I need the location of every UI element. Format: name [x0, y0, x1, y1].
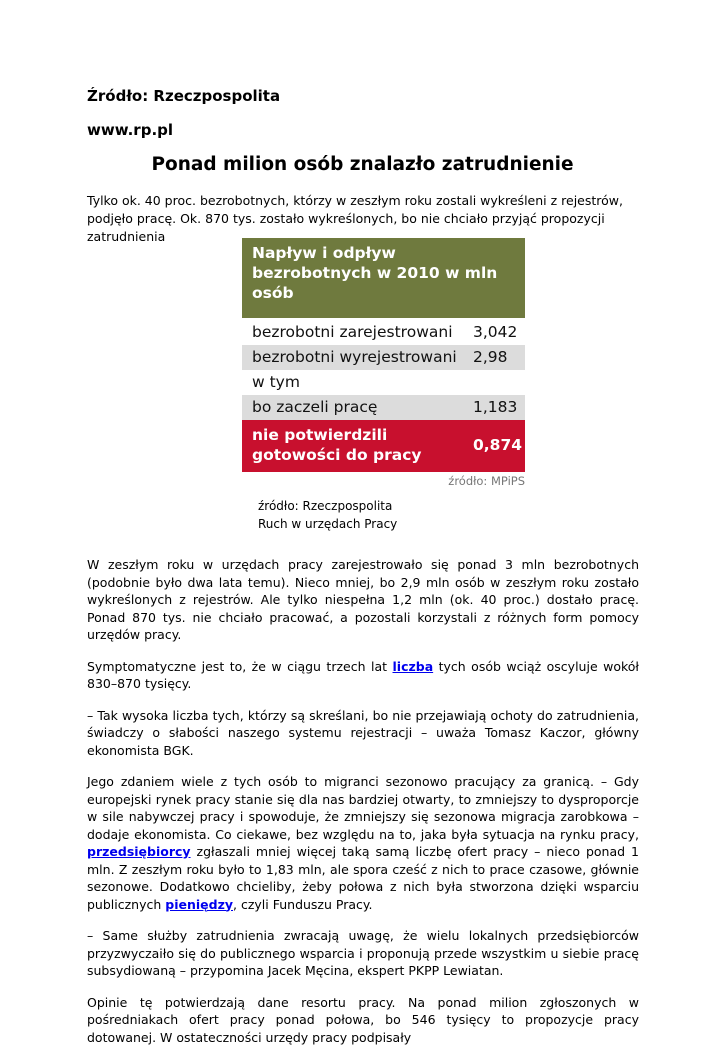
statistics-table — [242, 238, 525, 488]
source-line: Źródło: Rzeczpospolita — [87, 87, 281, 105]
caption-title: Ruch w urzędach Pracy — [258, 517, 398, 531]
paragraph-text: Jego zdaniem wiele z tych osób to migranci sezonowo pracujący za granicą. – Gdy europejski rynek pracy stanie się dla nas bardziej otwarty, to zmniejszy to dysproporcje w sile nabywczej pracy i spowoduje, że zmniejszy się sezonowa migracja zarobkowa – dodaje ekonomista. Co ciekawe, bez względu na to, jaka była sytuacja na rynku pracy, — [87, 774, 639, 842]
paragraph-text: tych osób wciąż oscyluje wokół 830–870 tysięcy. — [87, 658, 639, 691]
row-value: 2,98 — [473, 348, 508, 366]
table-row — [242, 395, 525, 420]
table-row — [242, 345, 525, 370]
image-caption — [258, 497, 397, 533]
row-value: 1,183 — [473, 398, 518, 416]
table-row — [242, 320, 525, 345]
article-title: Ponad milion osób znalazło zatrudnienie — [151, 154, 574, 175]
paragraph: – Tak wysoka liczba tych, którzy są skreślani, bo nie przejawiają ochoty do zatrudnienia, świadczy o słabości naszego systemu rejestracji – uważa Tomasz Kaczor, główny ekonomista BGK. — [87, 707, 639, 758]
row-label: bezrobotni zarejestrowani — [252, 323, 453, 341]
link-liczba[interactable]: liczba — [392, 658, 434, 674]
paragraph-text: zgłaszali mniej więcej taką samą liczbę ofert pracy – nieco ponad 1 mln. Z zeszłym roku było to 1,83 mln, ale spora cześć z nich to prace czasowe, głównie sezonowe. Dodatkowo chcieliby, żeby połowa z nich była stworzona dzięki wsparciu publicznych — [87, 844, 639, 912]
row-label: nie potwierdzili gotowości do pracy — [252, 426, 422, 464]
row-label: bo zaczeli pracę — [252, 398, 378, 416]
table-row-highlight — [242, 420, 525, 472]
source-url: www.rp.pl — [87, 121, 174, 139]
article-body — [87, 556, 639, 1060]
link-pieniedzy[interactable]: pieniędzy — [165, 896, 234, 912]
paragraph — [87, 658, 639, 693]
row-label: w tym — [252, 373, 300, 391]
paragraph-text: , czyli Funduszu Pracy. — [233, 896, 373, 912]
row-label: bezrobotni wyrejestrowani — [252, 348, 457, 366]
table-row — [242, 370, 525, 395]
link-przedsiebiorcy[interactable]: przedsiębiorcy — [87, 844, 191, 859]
caption-source: źródło: Rzeczpospolita — [258, 499, 393, 513]
paragraph — [87, 773, 639, 913]
row-value: 3,042 — [473, 323, 518, 341]
row-value: 0,874 — [473, 436, 523, 454]
table-title: Napływ i odpływ bezrobotnych w 2010 w mln osób — [242, 238, 525, 318]
table-source: źródło: MPiPS — [448, 474, 525, 488]
article-lead: Tylko ok. 40 proc. bezrobotnych, którzy w zeszłym roku zostali wykreśleni z rejestrów, podjęło pracę. Ok. 870 tys. zostało wykreślonych, bo nie chciało przyjąć propozycji zatrudnienia — [87, 193, 623, 244]
paragraph: Opinie tę potwierdzają dane resortu pracy. Na ponad milion zgłoszonych w pośredniakach ofert pracy ponad połowa, bo 546 tysięcy to propozycje pracy dotowanej. W ostateczności urzędy pracy podpisały — [87, 994, 639, 1045]
paragraph-text: Symptomatyczne jest to, że w ciągu trzech lat — [87, 658, 393, 674]
paragraph: – Same służby zatrudnienia zwracają uwagę, że wielu lokalnych przedsiębiorców przyzwyczaiło się do publicznego wsparcia i proponują przede wszystkim u siebie pracę subsydiowaną – przypomina Jacek Męcina, ekspert PKPP Lewiatan. — [87, 928, 639, 978]
paragraph: W zeszłym roku w urzędach pracy zarejestrowało się ponad 3 mln bezrobotnych (podobnie było dwa lata temu). Nieco mniej, bo 2,9 mln osób w zeszłym roku zostało wykreślonych z rejestrów. Ale tylko niespełna 1,2 mln (ok. 40 proc.) dostało pracę. Ponad 870 tys. nie chciało pracować, a pozostali korzystali z różnych form pomocy urzędów pracy. — [87, 557, 639, 642]
